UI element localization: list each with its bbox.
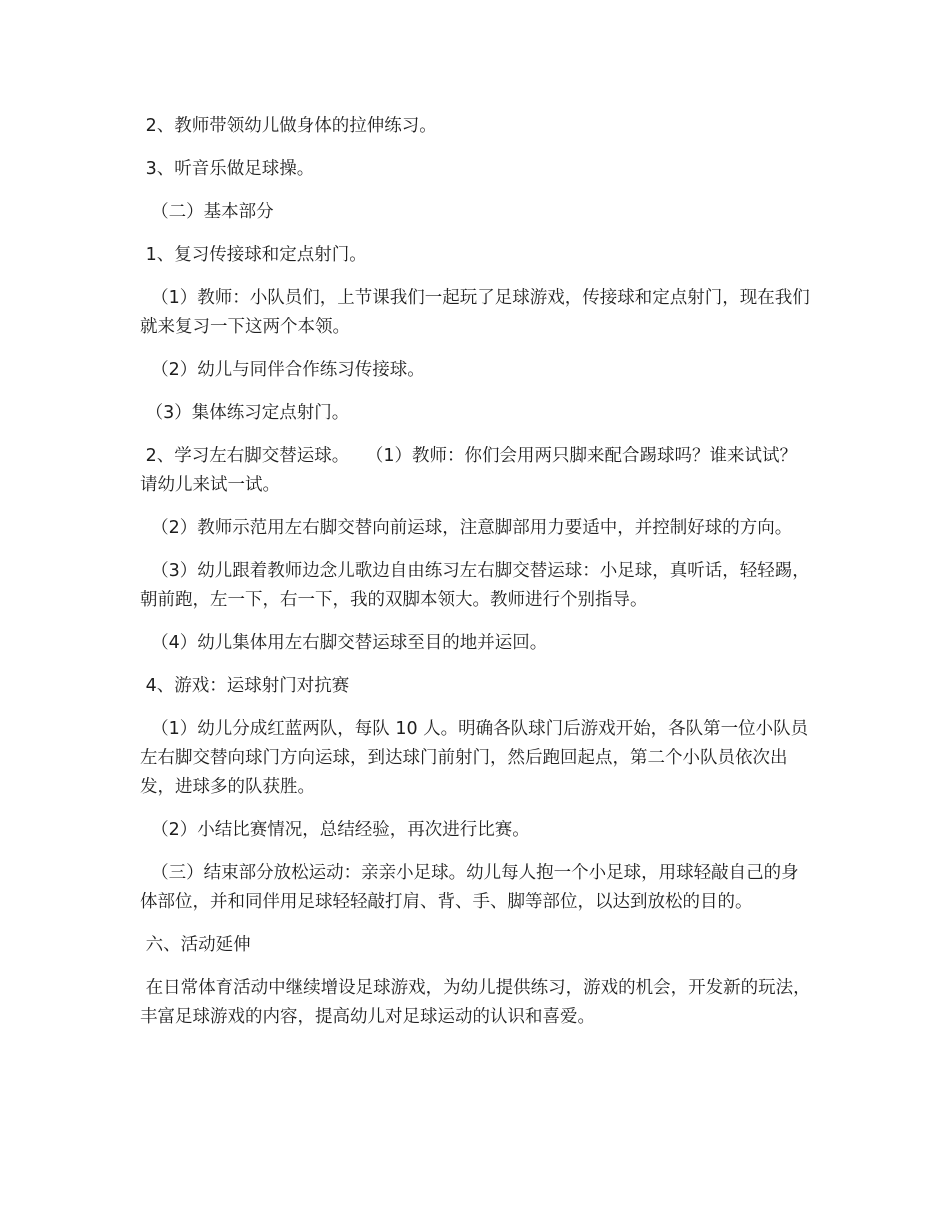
paragraph-review-passing: 1、复习传接球和定点射门。 (140, 245, 367, 265)
paragraph-partner-passing: （2）幼儿与同伴合作练习传接球。 (140, 360, 425, 380)
paragraph-game-rules: （1）幼儿分成红蓝两队，每队 10 人。明确各队球门后游戏开始，各队第一位小队员左右脚交替向球门方向运球，到达球门前射门，然后跑回起点，第二个小队员依次出发，进球多的队获胜。 (140, 719, 809, 797)
paragraph-football-exercise: 3、听音乐做足球操。 (140, 159, 315, 179)
paragraph-alternate-dribbling: 2、学习左右脚交替运球。 （1）教师：你们会用两只脚来配合踢球吗？谁来试试？请幼儿来试一试。 (140, 446, 798, 495)
paragraph-nursery-rhyme-practice: （3）幼儿跟着教师边念儿歌边自由练习左右脚交替运球：小足球，真听话，轻轻踢，朝前跑，左一下，右一下，我的双脚本领大。教师进行个别指导。 (140, 561, 810, 610)
document-body (140, 112, 812, 1046)
paragraph-game-title: 4、游戏：运球射门对抗赛 (140, 676, 350, 696)
section-heading-extension: 六、活动延伸 (140, 935, 251, 955)
paragraph-teacher-review: （1）教师：小队员们，上节课我们一起玩了足球游戏，传接球和定点射门，现在我们就来复习一下这两个本领。 (140, 288, 810, 337)
paragraph-group-shooting: （3）集体练习定点射门。 (140, 403, 350, 423)
paragraph-extension-detail: 在日常体育活动中继续增设足球游戏，为幼儿提供练习，游戏的机会，开发新的玩法，丰富足球游戏的内容，提高幼儿对足球运动的认识和喜爱。 (140, 978, 811, 1027)
paragraph-cooldown: （三）结束部分放松运动：亲亲小足球。幼儿每人抱一个小足球，用球轻敲自己的身体部位，并和同伴用足球轻轻敲打肩、背、手、脚等部位，以达到放松的目的。 (140, 863, 799, 912)
paragraph-game-summary: （2）小结比赛情况，总结经验，再次进行比赛。 (140, 820, 530, 840)
paragraph-teacher-demo: （2）教师示范用左右脚交替向前运球，注意脚部用力要适中，并控制好球的方向。 (140, 518, 793, 538)
paragraph-stretch-exercise: 2、教师带领幼儿做身体的拉伸练习。 (140, 116, 437, 136)
section-heading-basic-part: （二）基本部分 (140, 202, 274, 222)
paragraph-group-dribble-return: （4）幼儿集体用左右脚交替运球至目的地并运回。 (140, 633, 548, 653)
